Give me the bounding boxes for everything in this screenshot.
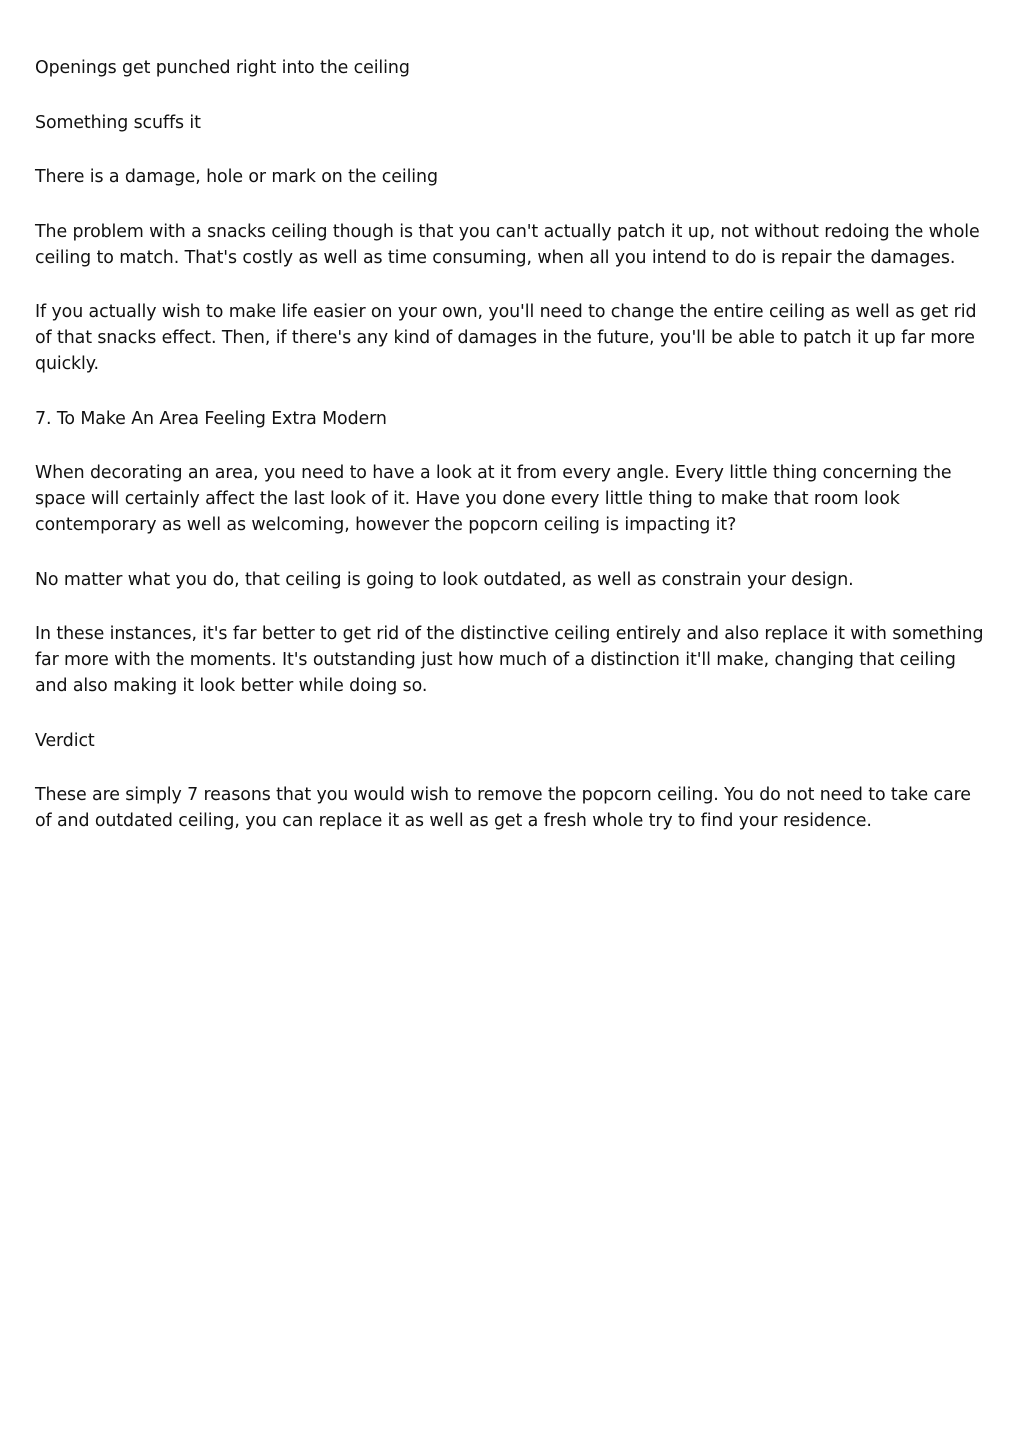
paragraph-decorating: When decorating an area, you need to have a look at it from every angle. Every little thing concerning the space will certainly affect the last look of it. Have you done every little thing to make that room look contemporary as well as welcoming, however the popcorn ceiling is impacting it? <box>35 463 952 535</box>
paragraph-openings: Openings get punched right into the ceiling <box>35 58 410 78</box>
paragraph-damage: There is a damage, hole or mark on the ceiling <box>35 167 438 187</box>
paragraph-outdated: No matter what you do, that ceiling is going to look outdated, as well as constrain your design. <box>35 569 854 590</box>
document-body <box>35 55 990 863</box>
paragraph-conclusion: These are simply 7 reasons that you would wish to remove the popcorn ceiling. You do not need to take care of and outdated ceiling, you can replace it as well as get a fresh whole try to find your residence. <box>35 785 971 831</box>
section-heading-verdict: Verdict <box>35 730 95 751</box>
paragraph-snacks-problem: The problem with a snacks ceiling though is that you can't actually patch it up, not without redoing the whole ceiling to match. That's costly as well as time consuming, when all you intend to do is repair the damages. <box>35 221 980 268</box>
section-heading-modern: 7. To Make An Area Feeling Extra Modern <box>35 408 387 429</box>
paragraph-instances: In these instances, it's far better to get rid of the distinctive ceiling entirely and also replace it with something far more with the moments. It's outstanding just how much of a distinction it'll make, changing that ceiling and also making it look better while doing so. <box>35 624 984 696</box>
paragraph-make-life-easier: If you actually wish to make life easier on your own, you'll need to change the entire ceiling as well as get rid of that snacks effect. Then, if there's any kind of damages in the future, you'll be able to patch it up far more quickly. <box>35 302 977 374</box>
paragraph-scuffs: Something scuffs it <box>35 112 201 133</box>
